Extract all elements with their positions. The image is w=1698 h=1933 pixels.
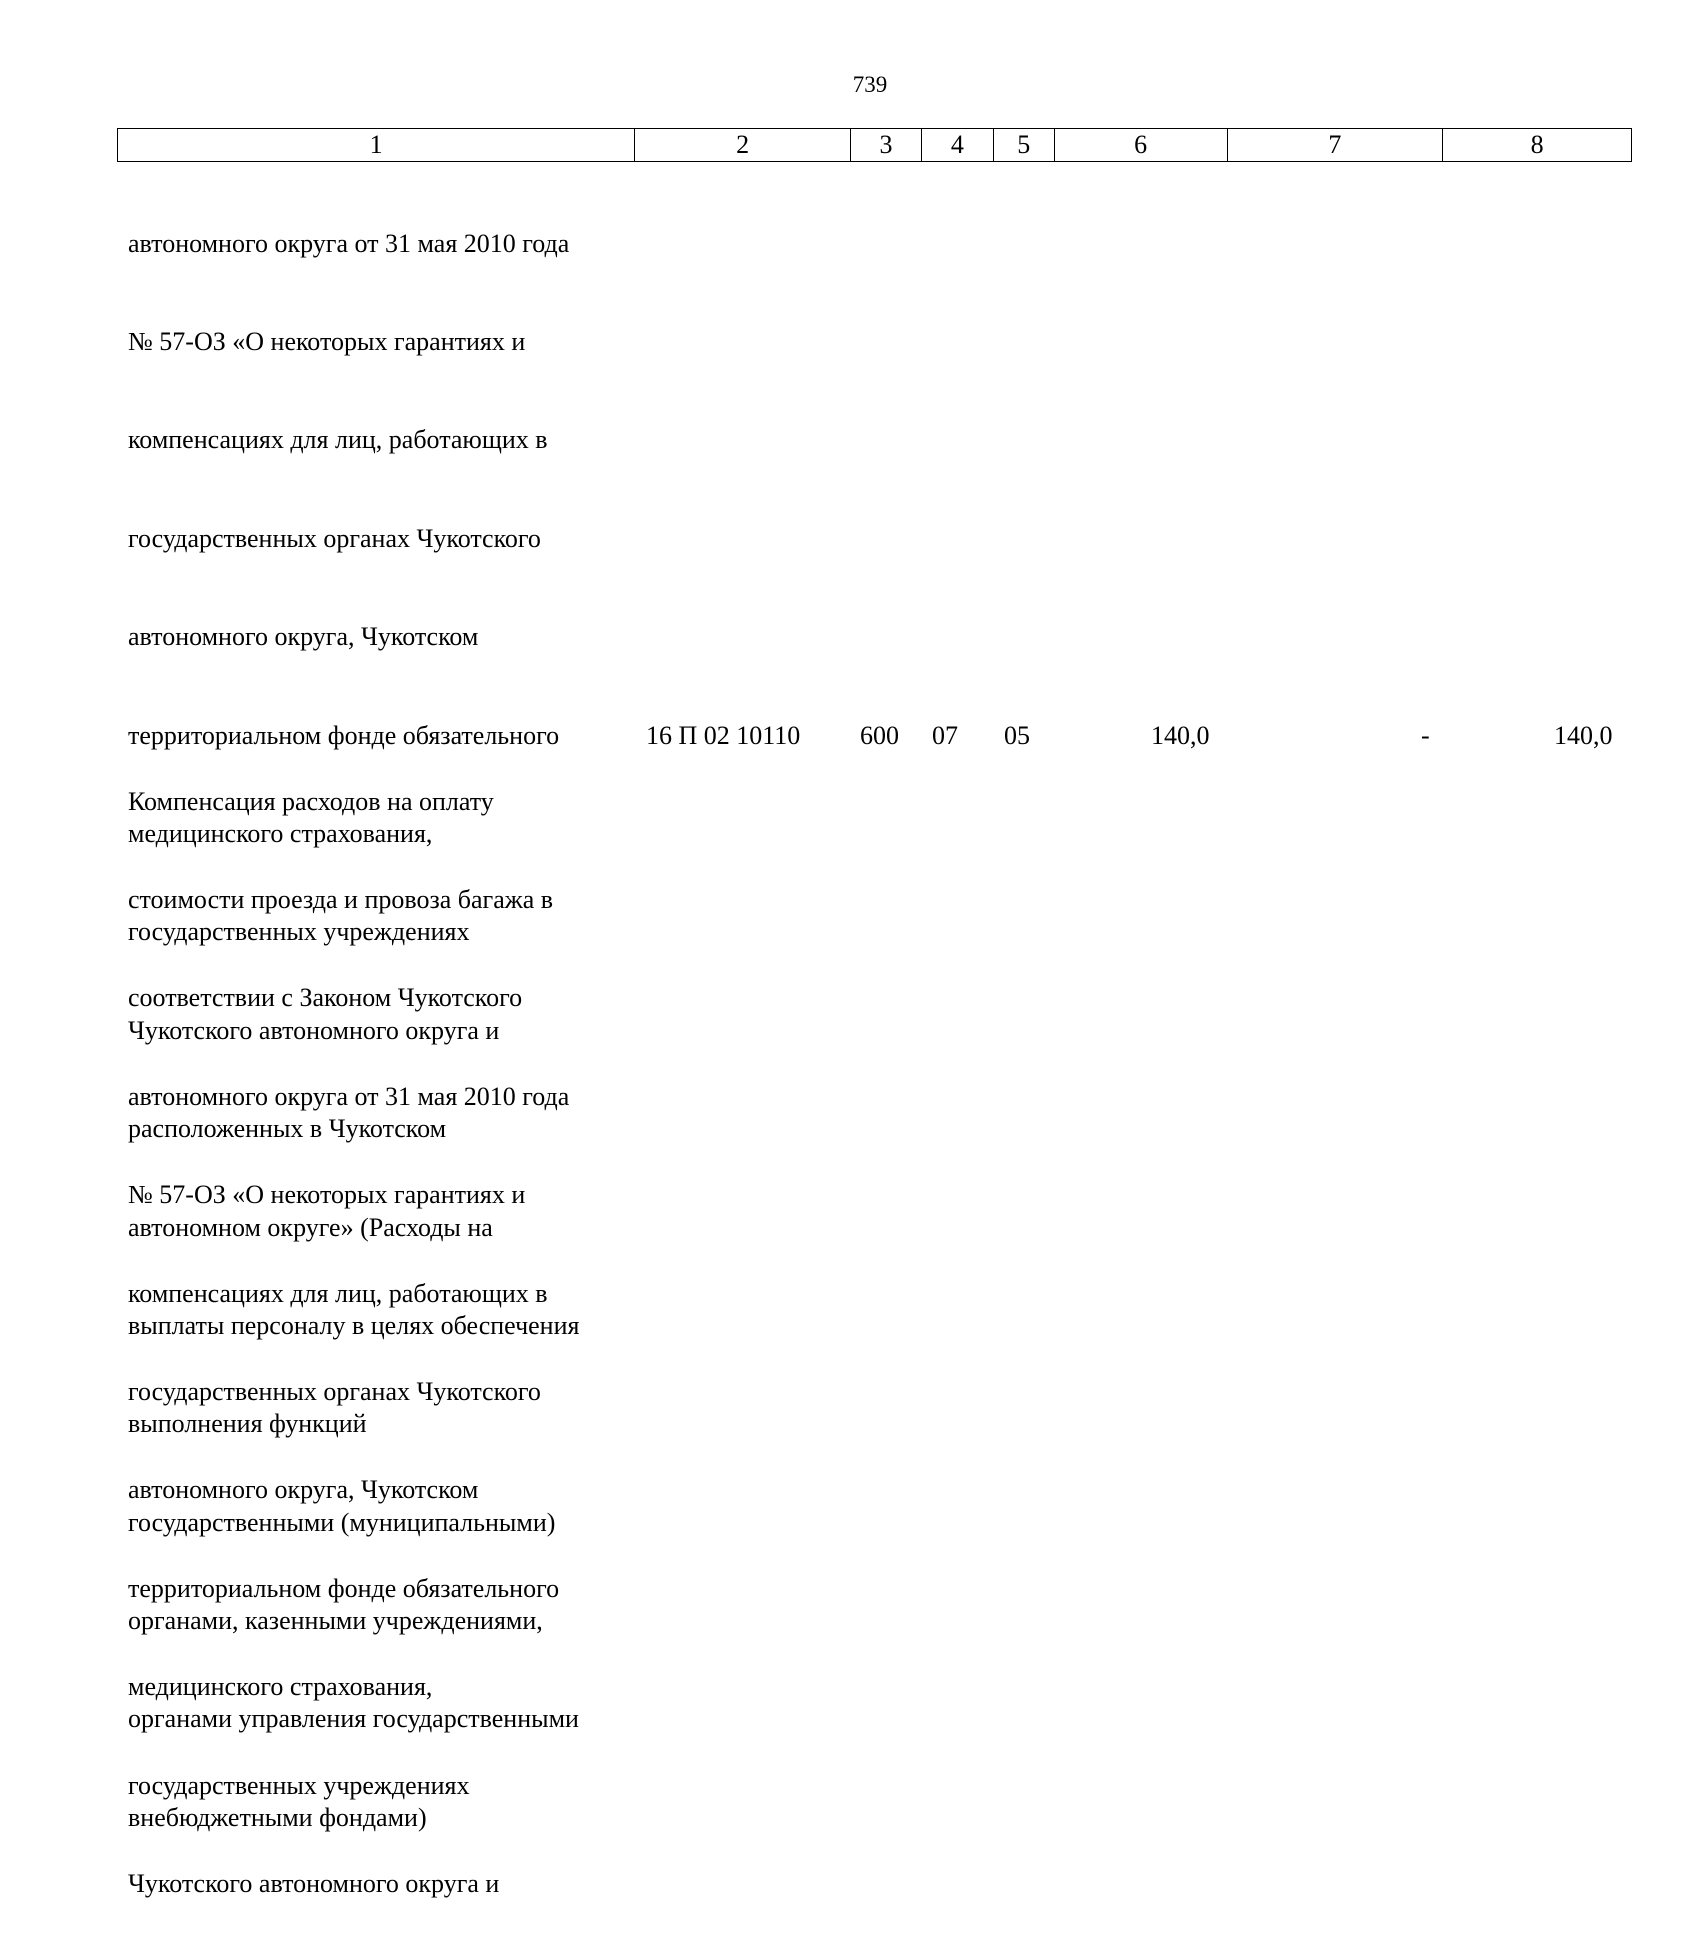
text-line: соответствии с Законом Чукотского — [128, 983, 523, 1013]
text-line: государственных органах Чукотского — [128, 523, 541, 553]
text-line: автономного округа от 31 мая 2010 года — [128, 228, 570, 258]
text-line: государственных учреждениях — [128, 917, 470, 947]
header-cell-7: 7 — [1228, 129, 1444, 161]
text-line: расположенных в Чукотском — [128, 1114, 447, 1144]
header-cell-5: 5 — [994, 129, 1055, 161]
text-line: автономного округа, Чукотском — [128, 1475, 479, 1505]
header-cell-8: 8 — [1530, 130, 1544, 159]
text-line: компенсациях для лиц, работающих в — [128, 1278, 548, 1308]
header-cell-2: 2 — [635, 129, 851, 161]
text-line: органами управления государственными — [128, 1704, 579, 1734]
text-line: Чукотского автономного округа и — [128, 1868, 500, 1898]
next-row-col4: 07 — [932, 721, 958, 750]
text-line: выплаты персоналу в целях обеспечения — [128, 1310, 580, 1340]
text-line: государственными (муниципальными) — [128, 1507, 556, 1537]
text-line: государственных органах Чукотского — [128, 1376, 541, 1406]
text-line: автономного округа от 31 мая 2010 года — [128, 1081, 570, 1111]
next-row-col6-amount: 140,0 — [1151, 721, 1210, 750]
next-row-col3: 600 — [860, 721, 899, 750]
header-cell-6: 6 — [1055, 129, 1228, 161]
text-line: автономном округе» (Расходы на — [128, 1212, 493, 1242]
text-line: внебюджетными фондами) — [128, 1802, 427, 1832]
header-cell-4: 4 — [922, 129, 994, 161]
text-line: медицинского страхования, — [128, 818, 433, 848]
text-line: государственных учреждениях — [128, 1770, 470, 1800]
table-header-row — [117, 128, 1632, 162]
text-line: стоимости проезда и провоза багажа в — [128, 884, 554, 914]
page-number: 739 — [852, 72, 888, 97]
next-row-col8-amount: 140,0 — [1554, 721, 1613, 750]
text-line: Чукотского автономного округа и — [128, 1015, 500, 1045]
text-line: выполнения функций — [128, 1409, 367, 1439]
next-row-col7-amount: - — [1421, 721, 1430, 750]
text-line: автономного округа, Чукотском — [128, 622, 479, 652]
header-cell-1: 1 — [118, 129, 635, 161]
text-line: медицинского страхования, — [128, 1672, 433, 1702]
next-row-description — [128, 720, 569, 1933]
text-line: территориальном фонде обязательного — [128, 1573, 560, 1603]
header-cell-3: 3 — [851, 129, 922, 161]
text-line: № 57-ОЗ «О некоторых гарантиях и — [128, 326, 526, 356]
text-line: компенсациях для лиц, работающих в — [128, 425, 548, 455]
text-line: № 57-ОЗ «О некоторых гарантиях и — [128, 1180, 526, 1210]
text-line: органами, казенными учреждениями, — [128, 1606, 543, 1636]
text-line: Компенсация расходов на оплату — [128, 786, 494, 816]
text-line: территориальном фонде обязательного — [128, 720, 560, 750]
next-row-col5: 05 — [1004, 721, 1030, 750]
next-row-col2-code: 16 П 02 10110 — [646, 721, 801, 750]
